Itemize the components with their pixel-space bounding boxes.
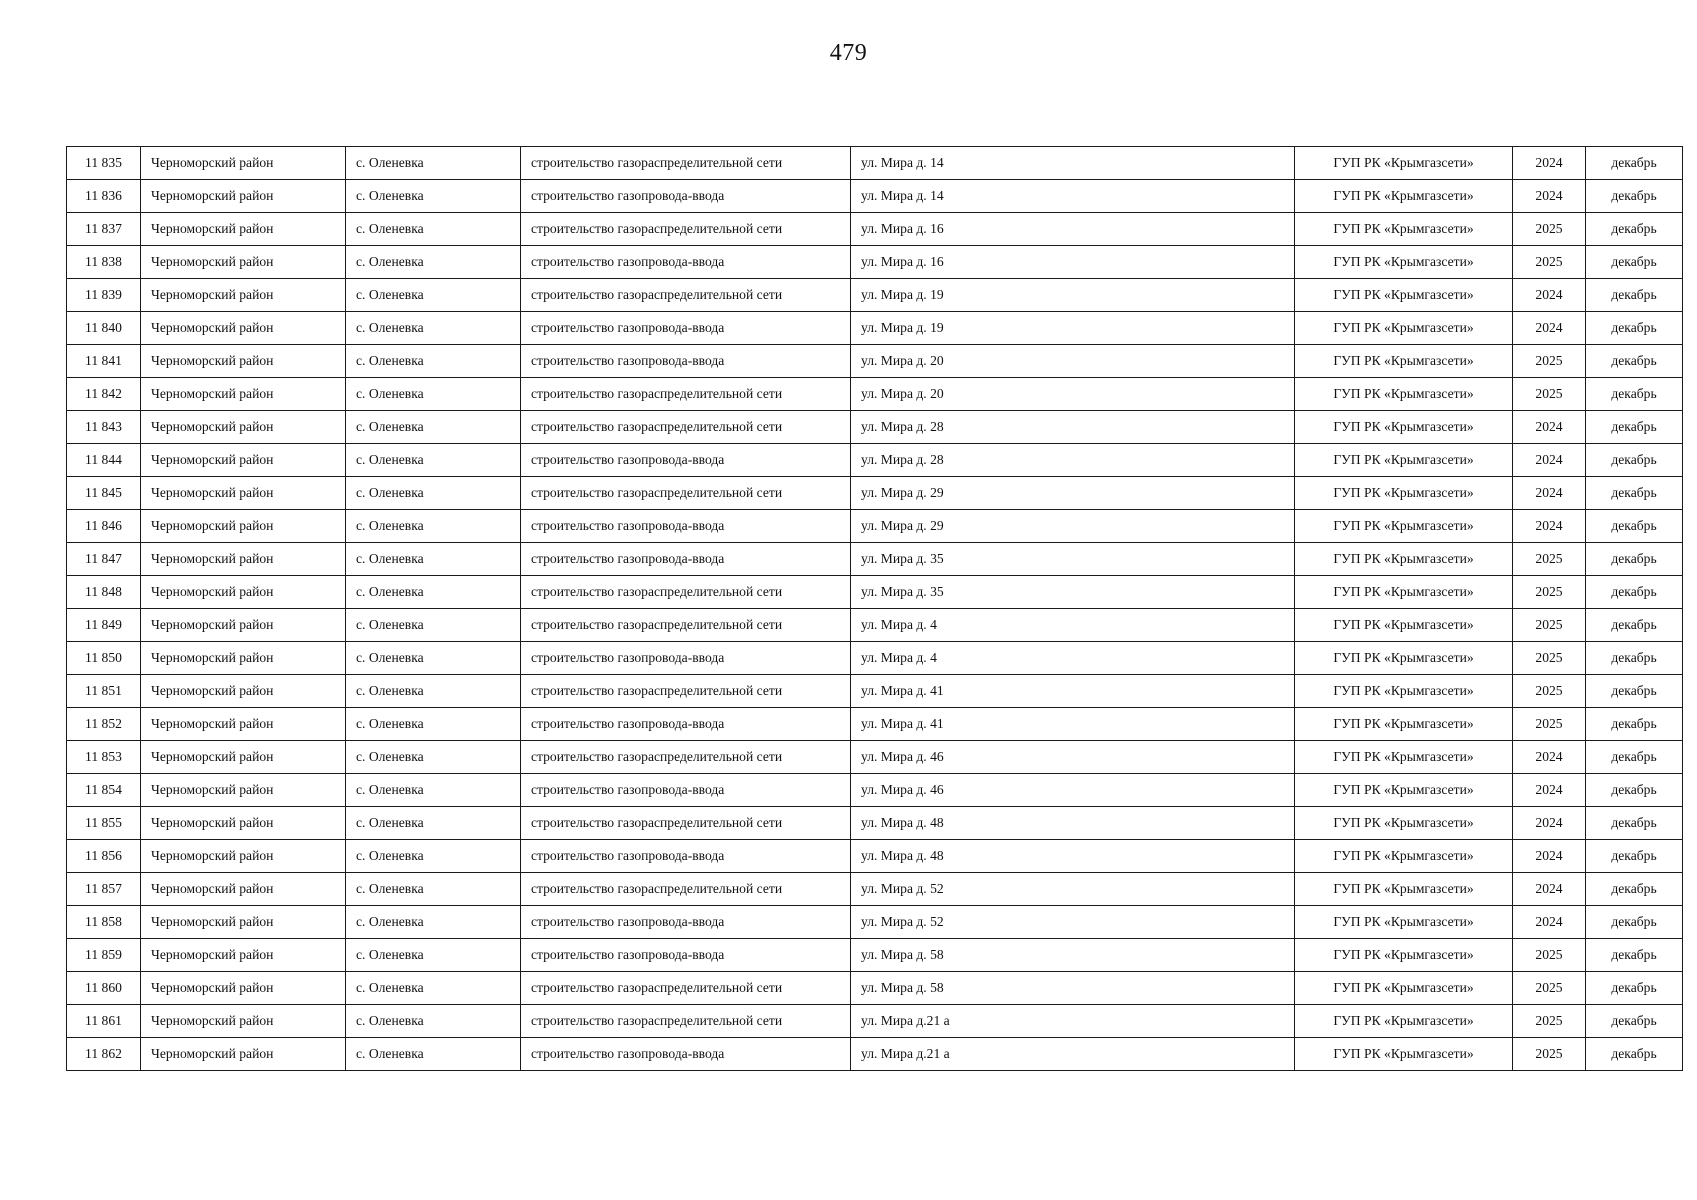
district-cell: Черноморский район	[141, 1038, 346, 1071]
table-row	[67, 1005, 1683, 1038]
row-number-cell: 11 848	[67, 576, 141, 609]
settlement-cell: с. Оленевка	[346, 741, 521, 774]
organization-cell: ГУП РК «Крымгазсети»	[1295, 741, 1513, 774]
register-table	[66, 146, 1683, 1071]
table-row	[67, 1038, 1683, 1071]
row-number-cell: 11 857	[67, 873, 141, 906]
row-number-cell: 11 845	[67, 477, 141, 510]
month-cell: декабрь	[1586, 1038, 1683, 1071]
month-cell: декабрь	[1586, 642, 1683, 675]
year-cell: 2025	[1513, 609, 1586, 642]
work-type-cell: строительство газораспределительной сети	[521, 1005, 851, 1038]
work-type-cell: строительство газопровода-ввода	[521, 1038, 851, 1071]
district-cell: Черноморский район	[141, 807, 346, 840]
month-cell: декабрь	[1586, 180, 1683, 213]
settlement-cell: с. Оленевка	[346, 543, 521, 576]
settlement-cell: с. Оленевка	[346, 180, 521, 213]
address-cell: ул. Мира д. 41	[851, 675, 1295, 708]
month-cell: декабрь	[1586, 906, 1683, 939]
address-cell: ул. Мира д. 52	[851, 906, 1295, 939]
year-cell: 2024	[1513, 180, 1586, 213]
organization-cell: ГУП РК «Крымгазсети»	[1295, 807, 1513, 840]
settlement-cell: с. Оленевка	[346, 246, 521, 279]
table-row	[67, 147, 1683, 180]
organization-cell: ГУП РК «Крымгазсети»	[1295, 774, 1513, 807]
table-row	[67, 312, 1683, 345]
work-type-cell: строительство газопровода-ввода	[521, 708, 851, 741]
year-cell: 2025	[1513, 378, 1586, 411]
month-cell: декабрь	[1586, 807, 1683, 840]
row-number-cell: 11 838	[67, 246, 141, 279]
settlement-cell: с. Оленевка	[346, 840, 521, 873]
district-cell: Черноморский район	[141, 675, 346, 708]
district-cell: Черноморский район	[141, 609, 346, 642]
work-type-cell: строительство газораспределительной сети	[521, 741, 851, 774]
address-cell: ул. Мира д. 19	[851, 312, 1295, 345]
settlement-cell: с. Оленевка	[346, 873, 521, 906]
work-type-cell: строительство газопровода-ввода	[521, 642, 851, 675]
address-cell: ул. Мира д. 4	[851, 642, 1295, 675]
month-cell: декабрь	[1586, 1005, 1683, 1038]
settlement-cell: с. Оленевка	[346, 378, 521, 411]
table-row	[67, 444, 1683, 477]
district-cell: Черноморский район	[141, 378, 346, 411]
organization-cell: ГУП РК «Крымгазсети»	[1295, 576, 1513, 609]
year-cell: 2024	[1513, 477, 1586, 510]
address-cell: ул. Мира д. 19	[851, 279, 1295, 312]
work-type-cell: строительство газораспределительной сети	[521, 675, 851, 708]
work-type-cell: строительство газораспределительной сети	[521, 213, 851, 246]
work-type-cell: строительство газопровода-ввода	[521, 345, 851, 378]
district-cell: Черноморский район	[141, 873, 346, 906]
table-row	[67, 576, 1683, 609]
settlement-cell: с. Оленевка	[346, 1038, 521, 1071]
address-cell: ул. Мира д. 16	[851, 246, 1295, 279]
table-row	[67, 807, 1683, 840]
address-cell: ул. Мира д. 41	[851, 708, 1295, 741]
address-cell: ул. Мира д. 20	[851, 378, 1295, 411]
address-cell: ул. Мира д. 28	[851, 444, 1295, 477]
district-cell: Черноморский район	[141, 510, 346, 543]
work-type-cell: строительство газораспределительной сети	[521, 147, 851, 180]
work-type-cell: строительство газопровода-ввода	[521, 543, 851, 576]
settlement-cell: с. Оленевка	[346, 906, 521, 939]
district-cell: Черноморский район	[141, 411, 346, 444]
address-cell: ул. Мира д. 14	[851, 180, 1295, 213]
month-cell: декабрь	[1586, 774, 1683, 807]
row-number-cell: 11 837	[67, 213, 141, 246]
year-cell: 2025	[1513, 1005, 1586, 1038]
year-cell: 2025	[1513, 345, 1586, 378]
address-cell: ул. Мира д. 14	[851, 147, 1295, 180]
work-type-cell: строительство газопровода-ввода	[521, 312, 851, 345]
row-number-cell: 11 861	[67, 1005, 141, 1038]
row-number-cell: 11 852	[67, 708, 141, 741]
table-row	[67, 708, 1683, 741]
year-cell: 2024	[1513, 411, 1586, 444]
row-number-cell: 11 851	[67, 675, 141, 708]
work-type-cell: строительство газопровода-ввода	[521, 510, 851, 543]
organization-cell: ГУП РК «Крымгазсети»	[1295, 213, 1513, 246]
table-row	[67, 180, 1683, 213]
district-cell: Черноморский район	[141, 1005, 346, 1038]
organization-cell: ГУП РК «Крымгазсети»	[1295, 906, 1513, 939]
address-cell: ул. Мира д. 48	[851, 840, 1295, 873]
table-row	[67, 774, 1683, 807]
work-type-cell: строительство газораспределительной сети	[521, 609, 851, 642]
address-cell: ул. Мира д.21 а	[851, 1005, 1295, 1038]
row-number-cell: 11 856	[67, 840, 141, 873]
settlement-cell: с. Оленевка	[346, 411, 521, 444]
table-row	[67, 411, 1683, 444]
table-row	[67, 675, 1683, 708]
row-number-cell: 11 843	[67, 411, 141, 444]
settlement-cell: с. Оленевка	[346, 147, 521, 180]
organization-cell: ГУП РК «Крымгазсети»	[1295, 345, 1513, 378]
year-cell: 2024	[1513, 444, 1586, 477]
district-cell: Черноморский район	[141, 246, 346, 279]
table-row	[67, 510, 1683, 543]
settlement-cell: с. Оленевка	[346, 213, 521, 246]
work-type-cell: строительство газораспределительной сети	[521, 279, 851, 312]
table-row	[67, 213, 1683, 246]
work-type-cell: строительство газораспределительной сети	[521, 576, 851, 609]
organization-cell: ГУП РК «Крымгазсети»	[1295, 1038, 1513, 1071]
year-cell: 2025	[1513, 708, 1586, 741]
settlement-cell: с. Оленевка	[346, 972, 521, 1005]
year-cell: 2025	[1513, 939, 1586, 972]
work-type-cell: строительство газопровода-ввода	[521, 180, 851, 213]
settlement-cell: с. Оленевка	[346, 576, 521, 609]
organization-cell: ГУП РК «Крымгазсети»	[1295, 642, 1513, 675]
address-cell: ул. Мира д. 46	[851, 774, 1295, 807]
address-cell: ул. Мира д. 58	[851, 972, 1295, 1005]
row-number-cell: 11 849	[67, 609, 141, 642]
organization-cell: ГУП РК «Крымгазсети»	[1295, 147, 1513, 180]
organization-cell: ГУП РК «Крымгазсети»	[1295, 840, 1513, 873]
district-cell: Черноморский район	[141, 477, 346, 510]
address-cell: ул. Мира д. 28	[851, 411, 1295, 444]
table-row	[67, 279, 1683, 312]
district-cell: Черноморский район	[141, 543, 346, 576]
month-cell: декабрь	[1586, 510, 1683, 543]
work-type-cell: строительство газораспределительной сети	[521, 378, 851, 411]
district-cell: Черноморский район	[141, 345, 346, 378]
month-cell: декабрь	[1586, 213, 1683, 246]
table-row	[67, 939, 1683, 972]
district-cell: Черноморский район	[141, 279, 346, 312]
row-number-cell: 11 844	[67, 444, 141, 477]
work-type-cell: строительство газопровода-ввода	[521, 444, 851, 477]
month-cell: декабрь	[1586, 675, 1683, 708]
month-cell: декабрь	[1586, 609, 1683, 642]
organization-cell: ГУП РК «Крымгазсети»	[1295, 708, 1513, 741]
month-cell: декабрь	[1586, 840, 1683, 873]
settlement-cell: с. Оленевка	[346, 642, 521, 675]
year-cell: 2024	[1513, 312, 1586, 345]
district-cell: Черноморский район	[141, 642, 346, 675]
row-number-cell: 11 854	[67, 774, 141, 807]
row-number-cell: 11 846	[67, 510, 141, 543]
work-type-cell: строительство газопровода-ввода	[521, 246, 851, 279]
row-number-cell: 11 842	[67, 378, 141, 411]
organization-cell: ГУП РК «Крымгазсети»	[1295, 444, 1513, 477]
year-cell: 2024	[1513, 279, 1586, 312]
table-row	[67, 543, 1683, 576]
organization-cell: ГУП РК «Крымгазсети»	[1295, 279, 1513, 312]
row-number-cell: 11 836	[67, 180, 141, 213]
year-cell: 2025	[1513, 246, 1586, 279]
address-cell: ул. Мира д. 16	[851, 213, 1295, 246]
year-cell: 2025	[1513, 543, 1586, 576]
row-number-cell: 11 839	[67, 279, 141, 312]
row-number-cell: 11 841	[67, 345, 141, 378]
work-type-cell: строительство газопровода-ввода	[521, 939, 851, 972]
row-number-cell: 11 860	[67, 972, 141, 1005]
table-row	[67, 477, 1683, 510]
table-row	[67, 246, 1683, 279]
organization-cell: ГУП РК «Крымгазсети»	[1295, 477, 1513, 510]
organization-cell: ГУП РК «Крымгазсети»	[1295, 609, 1513, 642]
address-cell: ул. Мира д. 35	[851, 543, 1295, 576]
month-cell: декабрь	[1586, 312, 1683, 345]
district-cell: Черноморский район	[141, 444, 346, 477]
month-cell: декабрь	[1586, 378, 1683, 411]
row-number-cell: 11 847	[67, 543, 141, 576]
register-body	[67, 147, 1683, 1071]
settlement-cell: с. Оленевка	[346, 279, 521, 312]
page-number: 479	[829, 40, 868, 66]
work-type-cell: строительство газопровода-ввода	[521, 906, 851, 939]
month-cell: декабрь	[1586, 279, 1683, 312]
settlement-cell: с. Оленевка	[346, 675, 521, 708]
settlement-cell: с. Оленевка	[346, 708, 521, 741]
row-number-cell: 11 862	[67, 1038, 141, 1071]
organization-cell: ГУП РК «Крымгазсети»	[1295, 543, 1513, 576]
settlement-cell: с. Оленевка	[346, 807, 521, 840]
row-number-cell: 11 853	[67, 741, 141, 774]
month-cell: декабрь	[1586, 147, 1683, 180]
month-cell: декабрь	[1586, 246, 1683, 279]
settlement-cell: с. Оленевка	[346, 477, 521, 510]
month-cell: декабрь	[1586, 708, 1683, 741]
settlement-cell: с. Оленевка	[346, 1005, 521, 1038]
work-type-cell: строительство газопровода-ввода	[521, 774, 851, 807]
district-cell: Черноморский район	[141, 180, 346, 213]
table-row	[67, 873, 1683, 906]
month-cell: декабрь	[1586, 543, 1683, 576]
work-type-cell: строительство газопровода-ввода	[521, 840, 851, 873]
address-cell: ул. Мира д. 52	[851, 873, 1295, 906]
month-cell: декабрь	[1586, 972, 1683, 1005]
year-cell: 2024	[1513, 807, 1586, 840]
organization-cell: ГУП РК «Крымгазсети»	[1295, 246, 1513, 279]
organization-cell: ГУП РК «Крымгазсети»	[1295, 378, 1513, 411]
address-cell: ул. Мира д. 46	[851, 741, 1295, 774]
work-type-cell: строительство газораспределительной сети	[521, 411, 851, 444]
settlement-cell: с. Оленевка	[346, 444, 521, 477]
organization-cell: ГУП РК «Крымгазсети»	[1295, 1005, 1513, 1038]
address-cell: ул. Мира д. 35	[851, 576, 1295, 609]
district-cell: Черноморский район	[141, 147, 346, 180]
organization-cell: ГУП РК «Крымгазсети»	[1295, 180, 1513, 213]
work-type-cell: строительство газораспределительной сети	[521, 972, 851, 1005]
row-number-cell: 11 858	[67, 906, 141, 939]
address-cell: ул. Мира д. 20	[851, 345, 1295, 378]
organization-cell: ГУП РК «Крымгазсети»	[1295, 411, 1513, 444]
settlement-cell: с. Оленевка	[346, 510, 521, 543]
month-cell: декабрь	[1586, 411, 1683, 444]
organization-cell: ГУП РК «Крымгазсети»	[1295, 939, 1513, 972]
year-cell: 2025	[1513, 1038, 1586, 1071]
month-cell: декабрь	[1586, 345, 1683, 378]
year-cell: 2024	[1513, 840, 1586, 873]
district-cell: Черноморский район	[141, 840, 346, 873]
year-cell: 2024	[1513, 510, 1586, 543]
year-cell: 2024	[1513, 906, 1586, 939]
row-number-cell: 11 855	[67, 807, 141, 840]
district-cell: Черноморский район	[141, 312, 346, 345]
month-cell: декабрь	[1586, 576, 1683, 609]
month-cell: декабрь	[1586, 444, 1683, 477]
district-cell: Черноморский район	[141, 906, 346, 939]
table-row	[67, 609, 1683, 642]
table-row	[67, 642, 1683, 675]
district-cell: Черноморский район	[141, 741, 346, 774]
settlement-cell: с. Оленевка	[346, 312, 521, 345]
address-cell: ул. Мира д. 4	[851, 609, 1295, 642]
table-row	[67, 906, 1683, 939]
month-cell: декабрь	[1586, 873, 1683, 906]
district-cell: Черноморский район	[141, 939, 346, 972]
organization-cell: ГУП РК «Крымгазсети»	[1295, 873, 1513, 906]
year-cell: 2025	[1513, 675, 1586, 708]
address-cell: ул. Мира д. 29	[851, 510, 1295, 543]
year-cell: 2024	[1513, 873, 1586, 906]
work-type-cell: строительство газораспределительной сети	[521, 807, 851, 840]
address-cell: ул. Мира д.21 а	[851, 1038, 1295, 1071]
district-cell: Черноморский район	[141, 774, 346, 807]
table-row	[67, 972, 1683, 1005]
organization-cell: ГУП РК «Крымгазсети»	[1295, 972, 1513, 1005]
settlement-cell: с. Оленевка	[346, 609, 521, 642]
year-cell: 2024	[1513, 774, 1586, 807]
table-row	[67, 345, 1683, 378]
year-cell: 2025	[1513, 972, 1586, 1005]
district-cell: Черноморский район	[141, 576, 346, 609]
row-number-cell: 11 840	[67, 312, 141, 345]
organization-cell: ГУП РК «Крымгазсети»	[1295, 312, 1513, 345]
address-cell: ул. Мира д. 58	[851, 939, 1295, 972]
year-cell: 2024	[1513, 741, 1586, 774]
row-number-cell: 11 850	[67, 642, 141, 675]
month-cell: декабрь	[1586, 741, 1683, 774]
gasification-register	[66, 146, 1682, 1071]
month-cell: декабрь	[1586, 477, 1683, 510]
settlement-cell: с. Оленевка	[346, 939, 521, 972]
district-cell: Черноморский район	[141, 972, 346, 1005]
table-row	[67, 378, 1683, 411]
year-cell: 2025	[1513, 642, 1586, 675]
month-cell: декабрь	[1586, 939, 1683, 972]
table-row	[67, 741, 1683, 774]
organization-cell: ГУП РК «Крымгазсети»	[1295, 510, 1513, 543]
district-cell: Черноморский район	[141, 213, 346, 246]
work-type-cell: строительство газораспределительной сети	[521, 477, 851, 510]
settlement-cell: с. Оленевка	[346, 345, 521, 378]
organization-cell: ГУП РК «Крымгазсети»	[1295, 675, 1513, 708]
year-cell: 2024	[1513, 147, 1586, 180]
year-cell: 2025	[1513, 213, 1586, 246]
settlement-cell: с. Оленевка	[346, 774, 521, 807]
address-cell: ул. Мира д. 48	[851, 807, 1295, 840]
year-cell: 2025	[1513, 576, 1586, 609]
table-row	[67, 840, 1683, 873]
row-number-cell: 11 835	[67, 147, 141, 180]
district-cell: Черноморский район	[141, 708, 346, 741]
row-number-cell: 11 859	[67, 939, 141, 972]
address-cell: ул. Мира д. 29	[851, 477, 1295, 510]
work-type-cell: строительство газораспределительной сети	[521, 873, 851, 906]
